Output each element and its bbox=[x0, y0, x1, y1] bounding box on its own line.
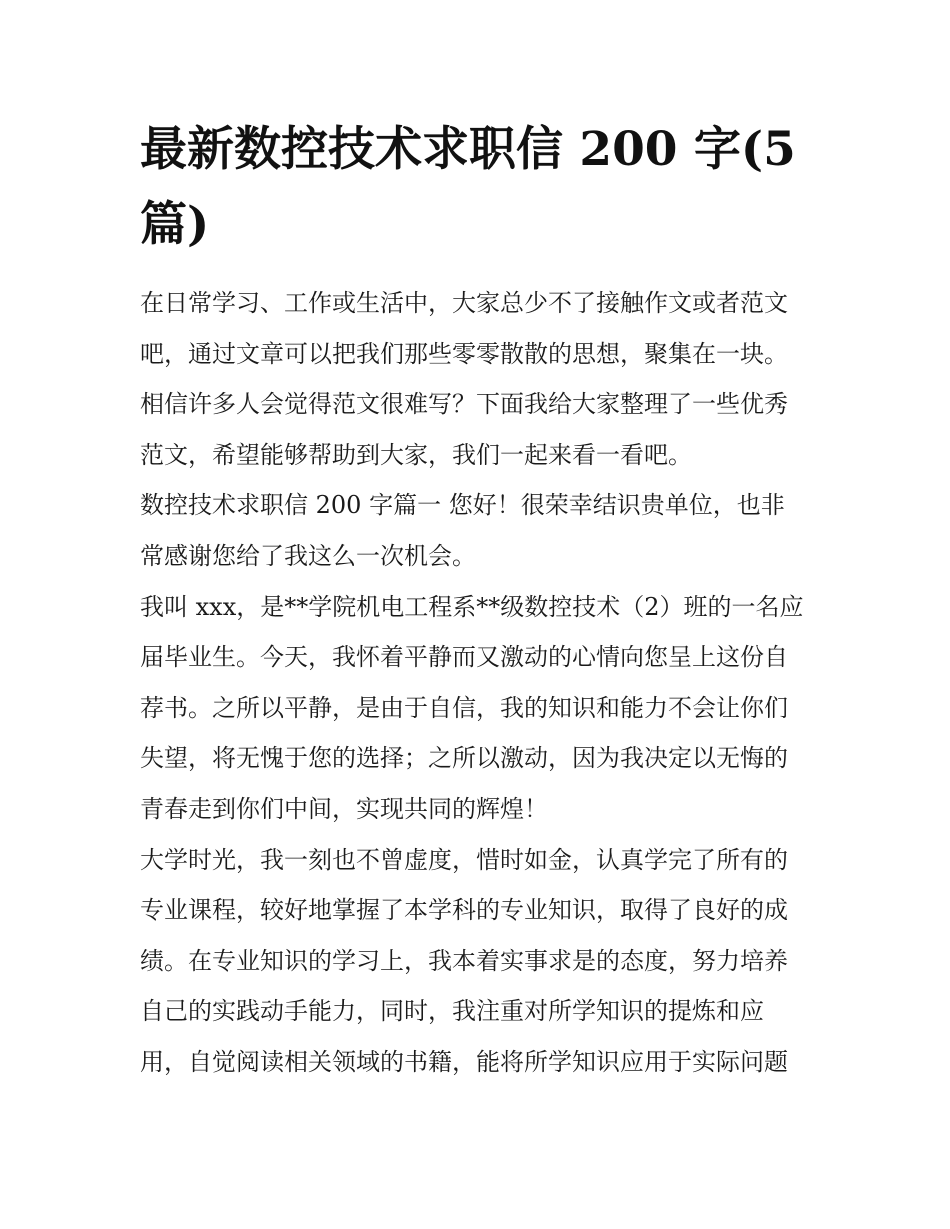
body-line: 范文，希望能够帮助到大家，我们一起来看一看吧。 bbox=[140, 440, 692, 469]
body-line: 自己的实践动手能力，同时，我注重对所学知识的提炼和应 bbox=[140, 997, 764, 1026]
body-line: 吧，通过文章可以把我们那些零零散散的思想，聚集在一块。 bbox=[140, 339, 788, 368]
body-line: 失望，将无愧于您的选择；之所以激动，因为我决定以无悔的 bbox=[140, 744, 788, 773]
title-line-2: 篇) bbox=[140, 197, 210, 252]
body-line: 青春走到你们中间，实现共同的辉煌！ bbox=[140, 794, 548, 823]
title-line-1: 最新数控技术求职信 200 字(5 bbox=[140, 122, 796, 177]
body-line: 绩。在专业知识的学习上，我本着实事求是的态度，努力培养 bbox=[140, 946, 788, 975]
document-body bbox=[140, 278, 820, 1088]
body-line: 常感谢您给了我这么一次机会。 bbox=[140, 541, 476, 570]
body-line: 荐书。之所以平静，是由于自信，我的知识和能力不会让你们 bbox=[140, 693, 788, 722]
body-line: 相信许多人会觉得范文很难写？下面我给大家整理了一些优秀 bbox=[140, 390, 788, 419]
body-line: 数控技术求职信 200 字篇一 您好！很荣幸结识贵单位，也非 bbox=[140, 491, 785, 520]
body-line: 专业课程，较好地掌握了本学科的专业知识，取得了良好的成 bbox=[140, 896, 788, 925]
document-title bbox=[140, 112, 820, 262]
body-line: 大学时光，我一刻也不曾虚度，惜时如金，认真学完了所有的 bbox=[140, 845, 788, 874]
body-line: 用，自觉阅读相关领域的书籍，能将所学知识应用于实际问题 bbox=[140, 1047, 788, 1076]
body-line: 届毕业生。今天，我怀着平静而又激动的心情向您呈上这份自 bbox=[140, 643, 788, 672]
body-line: 在日常学习、工作或生活中，大家总少不了接触作文或者范文 bbox=[140, 289, 788, 317]
body-line: 我叫 xxx，是**学院机电工程系**级数控技术（2）班的一名应 bbox=[140, 592, 804, 621]
